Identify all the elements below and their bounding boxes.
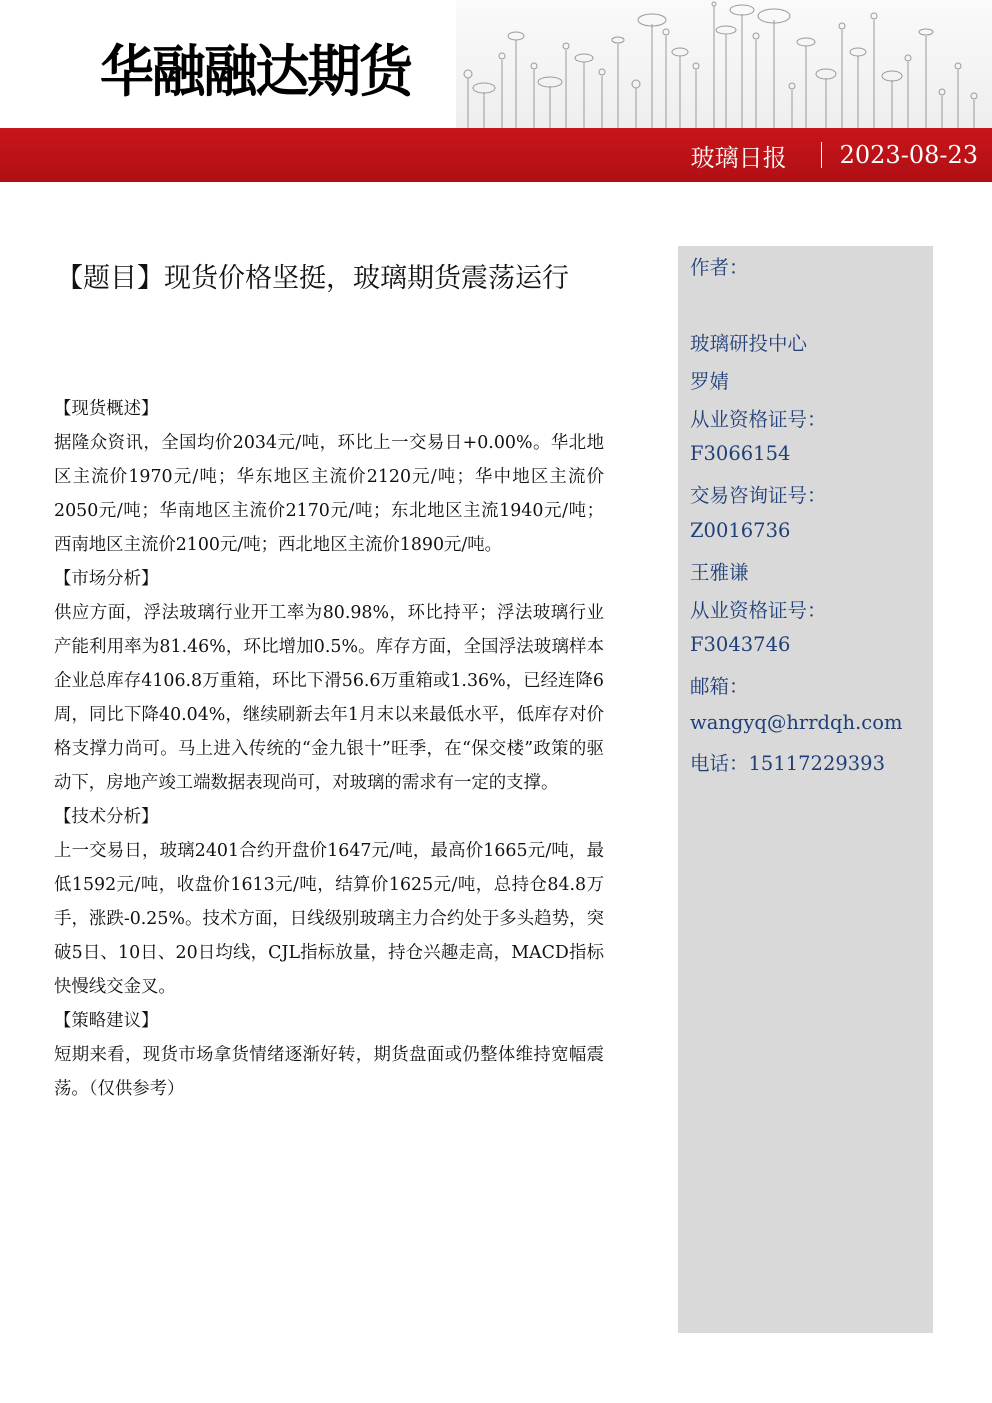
report-type: 玻璃日报 xyxy=(690,143,787,172)
report-meta xyxy=(691,138,978,172)
phone-number: 电话：15117229393 xyxy=(690,752,885,775)
author-label: 作者： xyxy=(690,256,749,279)
qualification-label-1: 从业资格证号： xyxy=(690,408,827,431)
report-body xyxy=(54,392,604,1106)
section-body-strategy: 短期来看，现货市场拿货情绪逐渐好转，期货盘面或仍整体维持宽幅震荡。（仅供参考） xyxy=(54,1045,604,1099)
report-header xyxy=(0,0,992,128)
report-date: 2023-08-23 xyxy=(839,141,978,169)
qualification-label-2: 从业资格证号： xyxy=(690,599,827,622)
section-body-market: 供应方面，浮法玻璃行业开工率为80.98%，环比持平；浮法玻璃行业产能利用率为81.46%，环比增加0.5%。库存方面，全国浮法玻璃样本企业总库存4106.8万重箱，环比下滑56.6万重箱或1.36%，已经连降6周，同比下降40.04%，继续刷新去年1月末以来最低水平，低库存对价格支撑力尚可。马上进入传统的“金九银十”旺季，在“保交楼”政策的驱动下，房地产竣工端数据表现尚可，对玻璃的需求有一定的支撑。 xyxy=(54,603,604,793)
author2-name: 王雅谦 xyxy=(690,561,749,584)
department: 玻璃研投中心 xyxy=(690,332,808,355)
section-body-technical: 上一交易日，玻璃2401合约开盘价1647元/吨，最高价1665元/吨，最低1592元/吨，收盘价1613元/吨，结算价1625元/吨，总持仓84.8万手，涨跌-0.25%。技术方面，日线级别玻璃主力合约处于多头趋势，突破5日、10日、20日均线，CJL指标放量，持仓兴趣走高，MACD指标快慢线交金叉。 xyxy=(54,841,604,997)
report-title: 【题目】现货价格坚挺，玻璃期货震荡运行 xyxy=(56,263,569,294)
brand-logo-text: 华融融达期货 xyxy=(100,40,412,105)
author-sidebar xyxy=(678,246,933,1333)
email-label: 邮箱： xyxy=(690,675,749,698)
section-heading-strategy: 【策略建议】 xyxy=(54,1011,159,1031)
section-heading-market: 【市场分析】 xyxy=(54,569,159,589)
qualification-number-1: F3066154 xyxy=(690,442,791,465)
author1-name: 罗婧 xyxy=(690,370,730,393)
decorative-lines-graphic xyxy=(456,0,992,128)
header-red-band xyxy=(0,128,992,182)
consult-label: 交易咨询证号： xyxy=(690,484,827,507)
section-heading-spot: 【现货概述】 xyxy=(54,399,159,419)
section-heading-technical: 【技术分析】 xyxy=(54,807,159,827)
email-address: wangyq@hrrdqh.com xyxy=(690,711,903,734)
band-divider xyxy=(821,142,822,168)
consult-number: Z0016736 xyxy=(690,519,791,542)
section-body-spot: 据隆众资讯，全国均价2034元/吨，环比上一交易日+0.00%。华北地区主流价1970元/吨；华东地区主流价2120元/吨；华中地区主流价2050元/吨；华南地区主流价2170元/吨；东北地区主流1940元/吨；西南地区主流价2100元/吨；西北地区主流价1890元/吨。 xyxy=(54,433,604,555)
qualification-number-2: F3043746 xyxy=(690,633,791,656)
